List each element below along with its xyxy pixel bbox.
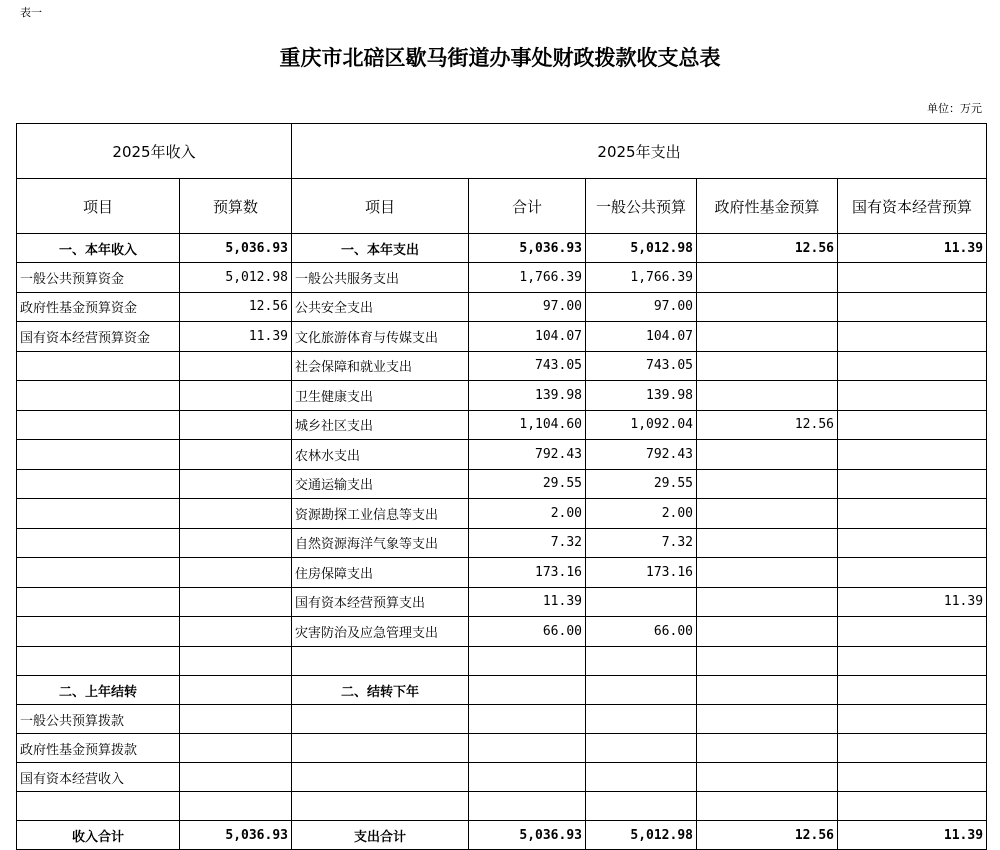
table-cell: [180, 705, 292, 734]
expense-general-value: 792.43: [586, 440, 697, 470]
expense-item: 公共安全支出: [292, 292, 469, 322]
expense-gov-fund-value: [697, 528, 838, 558]
table-row: [17, 646, 987, 676]
expense-total-value: 743.05: [469, 351, 586, 381]
income-item: 一般公共预算资金: [17, 263, 180, 293]
expense-state-capital-value: [838, 381, 987, 411]
table-cell: [292, 792, 469, 821]
table-cell: [697, 734, 838, 763]
expense-gov-fund-value: [697, 263, 838, 293]
col-header-expense-item: 项目: [292, 179, 469, 234]
expense-gov-fund-value: [697, 469, 838, 499]
expense-state-capital-value: 11.39: [838, 587, 987, 617]
expense-general-value: 104.07: [586, 322, 697, 352]
expense-gov-fund-value: [697, 558, 838, 588]
expense-general-value: 173.16: [586, 558, 697, 588]
expense-state-capital-value: [838, 469, 987, 499]
section1-gov-fund: 12.56: [697, 234, 838, 263]
expense-total-state-capital: 11.39: [838, 821, 987, 850]
expense-total-value: 11.39: [469, 587, 586, 617]
table-cell: [838, 734, 987, 763]
income-amount: [180, 587, 292, 617]
expense-total-value: 792.43: [469, 440, 586, 470]
expense-item: 一般公共服务支出: [292, 263, 469, 293]
table-row: [17, 292, 987, 322]
table-cell: [180, 792, 292, 821]
income-amount: [180, 558, 292, 588]
income-item: 国有资本经营预算资金: [17, 322, 180, 352]
income-item: [17, 381, 180, 411]
table-cell: [838, 792, 987, 821]
expense-general-value: 97.00: [586, 292, 697, 322]
expense-general-value: 7.32: [586, 528, 697, 558]
expense-state-capital-value: [838, 558, 987, 588]
table-cell: [469, 705, 586, 734]
table-row: [17, 499, 987, 529]
table-cell: [586, 734, 697, 763]
expense-item: 城乡社区支出: [292, 410, 469, 440]
expense-total-value: 29.55: [469, 469, 586, 499]
table-cell: [292, 734, 469, 763]
col-header-income-item: 项目: [17, 179, 180, 234]
expense-gov-fund-value: [697, 499, 838, 529]
table-cell: [469, 676, 586, 705]
col-header-general-budget: 一般公共预算: [586, 179, 697, 234]
income-amount: [180, 440, 292, 470]
table-cell: [838, 763, 987, 792]
section1-income-label: 一、本年收入: [17, 234, 180, 263]
table-cell: [180, 734, 292, 763]
table-cell: [697, 763, 838, 792]
income-amount: 11.39: [180, 322, 292, 352]
expense-item: [292, 646, 469, 676]
expense-gov-fund-value: [697, 646, 838, 676]
income-item: [17, 410, 180, 440]
table-cell: [292, 705, 469, 734]
expense-total-value: 1,766.39: [469, 263, 586, 293]
income-item: [17, 558, 180, 588]
expense-general-value: 743.05: [586, 351, 697, 381]
section2-item: 一般公共预算拨款: [17, 705, 180, 734]
section2-expense-label: 二、结转下年: [292, 676, 469, 705]
expense-item: 住房保障支出: [292, 558, 469, 588]
table-cell: [586, 763, 697, 792]
expense-state-capital-value: [838, 322, 987, 352]
table-row: [17, 263, 987, 293]
expense-general-value: 29.55: [586, 469, 697, 499]
income-item: 政府性基金预算资金: [17, 292, 180, 322]
table-row: [17, 440, 987, 470]
expense-item: 卫生健康支出: [292, 381, 469, 411]
income-amount: 5,012.98: [180, 263, 292, 293]
expense-item: 交通运输支出: [292, 469, 469, 499]
income-amount: [180, 528, 292, 558]
expense-item: 自然资源海洋气象等支出: [292, 528, 469, 558]
expense-item: 资源勘探工业信息等支出: [292, 499, 469, 529]
income-amount: [180, 381, 292, 411]
income-item: [17, 440, 180, 470]
expense-general-value: 139.98: [586, 381, 697, 411]
table-cell: [586, 705, 697, 734]
expense-total-value: 139.98: [469, 381, 586, 411]
section1-state-capital: 11.39: [838, 234, 987, 263]
table-row: [17, 381, 987, 411]
expense-group-header: 2025年支出: [292, 124, 987, 179]
section1-expense-label: 一、本年支出: [292, 234, 469, 263]
expense-state-capital-value: [838, 263, 987, 293]
section1-total: 5,036.93: [469, 234, 586, 263]
expense-total-value: [469, 646, 586, 676]
expense-general-value: 1,766.39: [586, 263, 697, 293]
table-row: [17, 410, 987, 440]
table-cell: [697, 676, 838, 705]
expense-total-value: 1,104.60: [469, 410, 586, 440]
table-cell: [180, 763, 292, 792]
expense-general-value: 1,092.04: [586, 410, 697, 440]
expense-state-capital-value: [838, 410, 987, 440]
expense-general-value: 2.00: [586, 499, 697, 529]
page-title: 重庆市北碚区歇马街道办事处财政拨款收支总表: [279, 45, 721, 70]
expense-state-capital-value: [838, 351, 987, 381]
expense-item: 农林水支出: [292, 440, 469, 470]
table-cell: [17, 792, 180, 821]
col-header-state-capital: 国有资本经营预算: [838, 179, 987, 234]
expense-total-value: 104.07: [469, 322, 586, 352]
expense-gov-fund-value: [697, 587, 838, 617]
expense-state-capital-value: [838, 617, 987, 647]
expense-gov-fund-value: [697, 381, 838, 411]
expense-state-capital-value: [838, 292, 987, 322]
expense-gov-fund-value: [697, 617, 838, 647]
table-row: [17, 528, 987, 558]
table-row: [17, 558, 987, 588]
income-item: [17, 351, 180, 381]
expense-total-general: 5,012.98: [586, 821, 697, 850]
income-amount: [180, 646, 292, 676]
income-item: [17, 646, 180, 676]
income-amount: [180, 499, 292, 529]
expense-gov-fund-value: [697, 322, 838, 352]
income-amount: [180, 351, 292, 381]
table-cell: [586, 676, 697, 705]
income-amount: 12.56: [180, 292, 292, 322]
expense-general-value: 66.00: [586, 617, 697, 647]
income-group-header: 2025年收入: [17, 124, 292, 179]
expense-total: 5,036.93: [469, 821, 586, 850]
expense-general-value: [586, 587, 697, 617]
unit-label: 单位：万元: [927, 102, 982, 115]
income-item: [17, 469, 180, 499]
table-cell: [838, 676, 987, 705]
section1-general: 5,012.98: [586, 234, 697, 263]
budget-summary-table: [16, 123, 987, 850]
table-cell: [469, 763, 586, 792]
expense-item: 社会保障和就业支出: [292, 351, 469, 381]
income-amount: [180, 469, 292, 499]
expense-total-value: 7.32: [469, 528, 586, 558]
income-item: [17, 587, 180, 617]
expense-state-capital-value: [838, 646, 987, 676]
expense-total-value: 173.16: [469, 558, 586, 588]
table-row: [17, 617, 987, 647]
income-total-label: 收入合计: [17, 821, 180, 850]
expense-gov-fund-value: [697, 440, 838, 470]
expense-total-gov-fund: 12.56: [697, 821, 838, 850]
expense-state-capital-value: [838, 440, 987, 470]
expense-item: 灾害防治及应急管理支出: [292, 617, 469, 647]
table-row: [17, 469, 987, 499]
table-cell: [180, 676, 292, 705]
col-header-gov-fund: 政府性基金预算: [697, 179, 838, 234]
expense-total-value: 2.00: [469, 499, 586, 529]
table-cell: [469, 734, 586, 763]
income-amount: [180, 617, 292, 647]
table-row: [17, 322, 987, 352]
expense-total-value: 97.00: [469, 292, 586, 322]
table-row: [17, 351, 987, 381]
expense-item: 国有资本经营预算支出: [292, 587, 469, 617]
income-amount: [180, 410, 292, 440]
income-item: [17, 499, 180, 529]
col-header-total: 合计: [469, 179, 586, 234]
expense-gov-fund-value: 12.56: [697, 410, 838, 440]
table-cell: [469, 792, 586, 821]
section2-item: 国有资本经营收入: [17, 763, 180, 792]
expense-general-value: [586, 646, 697, 676]
section1-income-amount: 5,036.93: [180, 234, 292, 263]
table-cell: [292, 763, 469, 792]
section2-income-label: 二、上年结转: [17, 676, 180, 705]
expense-gov-fund-value: [697, 292, 838, 322]
table-number-tag: 表一: [20, 6, 42, 19]
col-header-budget: 预算数: [180, 179, 292, 234]
table-cell: [838, 705, 987, 734]
table-cell: [697, 792, 838, 821]
expense-item: 文化旅游体育与传媒支出: [292, 322, 469, 352]
income-item: [17, 617, 180, 647]
table-cell: [697, 705, 838, 734]
income-total-amount: 5,036.93: [180, 821, 292, 850]
expense-total-label: 支出合计: [292, 821, 469, 850]
expense-state-capital-value: [838, 528, 987, 558]
table-row: [17, 587, 987, 617]
expense-gov-fund-value: [697, 351, 838, 381]
income-item: [17, 528, 180, 558]
expense-total-value: 66.00: [469, 617, 586, 647]
section2-item: 政府性基金预算拨款: [17, 734, 180, 763]
expense-state-capital-value: [838, 499, 987, 529]
table-cell: [586, 792, 697, 821]
